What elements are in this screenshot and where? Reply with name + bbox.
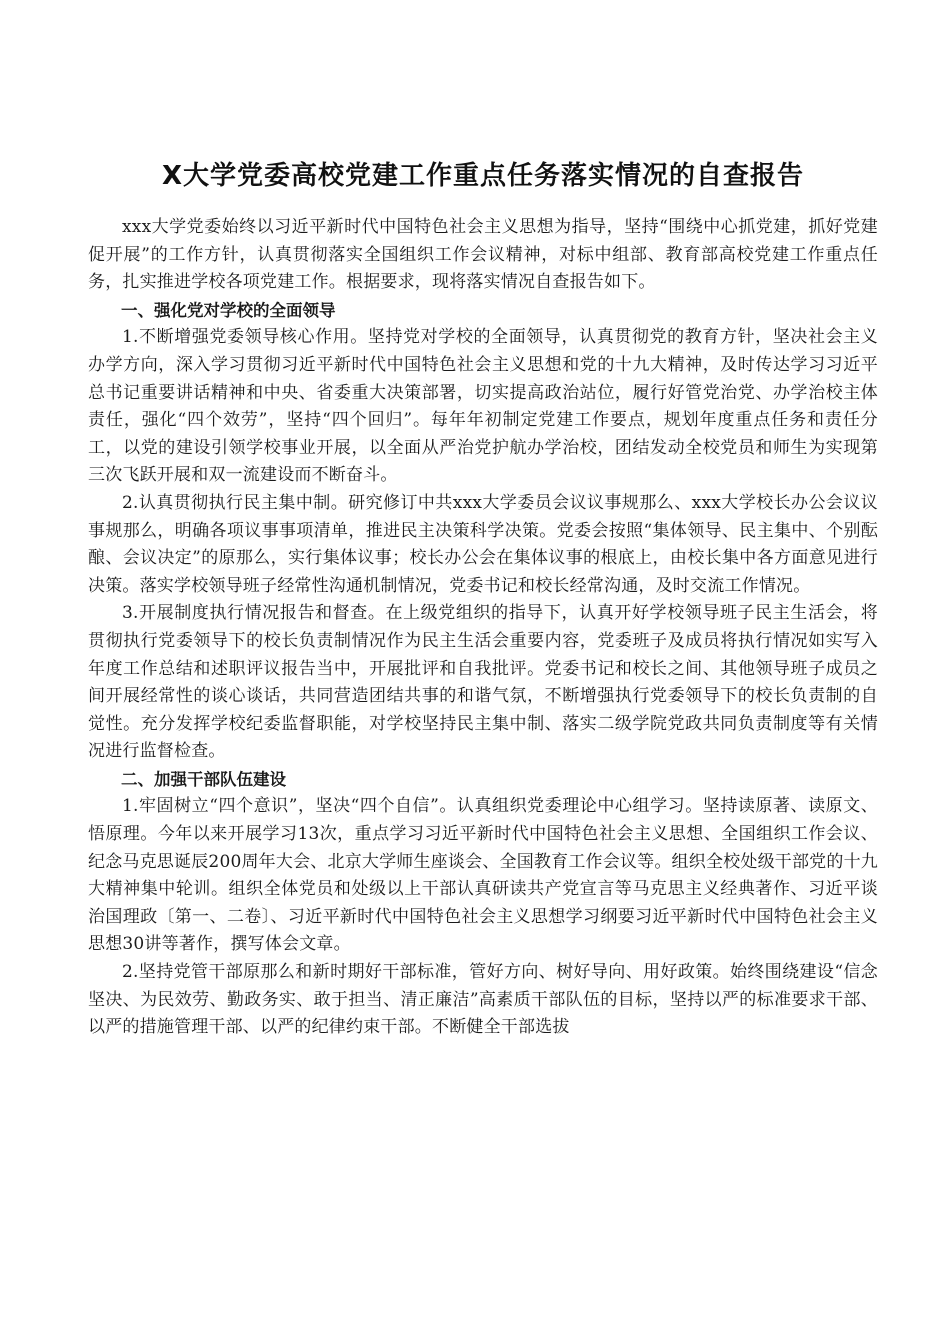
intro-paragraph: xxx大学党委始终以习近平新时代中国特色社会主义思想为指导，坚持“围绕中心抓党建，抓好党建促开展”的工作方针，认真贯彻落实全国组织工作会议精神，对标中组部、教育部高校党建工作重点任务，扎实推进学校各项党建工作。根据要求，现将落实情况自查报告如下。: [88, 217, 878, 293]
section-2-paragraph-2: 2.坚持党管干部原那么和新时期好干部标准，管好方向、树好导向、用好政策。始终围绕建设“信念坚决、为民效劳、勤政务实、敢于担当、清正廉洁”高素质干部队伍的目标，坚持以严的标准要求干部、以严的措施管理干部、以严的纪律约束干部。不断健全干部选拔: [88, 962, 878, 1038]
section-1-paragraph-3: 3.开展制度执行情况报告和督查。在上级党组织的指导下，认真开好学校领导班子民主生活会，将贯彻执行党委领导下的校长负责制情况作为民主生活会重要内容，党委班子及成员将执行情况如实写入年度工作总结和述职评议报告当中，开展批评和自我批评。党委书记和校长之间、其他领导班子成员之间开展经常性的谈心谈话，共同营造团结共事的和谐气氛，不断增强执行党委领导下的校长负责制的自觉性。充分发挥学校纪委监督职能，对学校坚持民主集中制、落实二级学院党政共同负责制度等有关情况进行监督检查。: [88, 603, 878, 762]
document-title: X大学党委高校党建工作重点任务落实情况的自查报告: [161, 161, 805, 191]
section-1-paragraph-1: 1.不断增强党委领导核心作用。坚持党对学校的全面领导，认真贯彻党的教育方针，坚决社会主义办学方向，深入学习贯彻习近平新时代中国特色社会主义思想和党的十九大精神，及时传达学习习近平总书记重要讲话精神和中央、省委重大决策部署，切实提高政治站位，履行好管党治党、办学治校主体责任，强化“四个效劳”，坚持“四个回归”。每年年初制定党建工作要点，规划年度重点任务和责任分工，以党的建设引领学校事业开展，以全面从严治党护航办学治校，团结发动全校党员和师生为实现第三次飞跃开展和双一流建设而不断奋斗。: [88, 327, 878, 486]
section-1-paragraph-2: 2.认真贯彻执行民主集中制。研究修订中共xxx大学委员会议议事规那么、xxx大学校长办公会议议事规那么，明确各项议事事项清单，推进民主决策科学决策。党委会按照“集体领导、民主集中、个别酝酿、会议决定”的原那么，实行集体议事；校长办公会在集体议事的根底上，由校长集中各方面意见进行决策。落实学校领导班子经常性沟通机制情况，党委书记和校长经常沟通，及时交流工作情况。: [88, 492, 878, 596]
section-heading-2: 二、加强干部队伍建设: [121, 769, 286, 789]
section-2-paragraph-1: 1.牢固树立“四个意识”，坚决“四个自信”。认真组织党委理论中心组学习。坚持读原著、读原文、悟原理。今年以来开展学习13次，重点学习习近平新时代中国特色社会主义思想、全国组织工作会议、纪念马克思诞辰200周年大会、北京大学师生座谈会、全国教育工作会议等。组织全校处级干部党的十九大精神集中轮训。组织全体党员和处级以上干部认真研读共产党宣言等马克思主义经典著作、习近平谈治国理政〔第一、二卷〕、习近平新时代中国特色社会主义思想学习纲要习近平新时代中国特色社会主义思想30讲等著作，撰写体会文章。: [88, 796, 878, 955]
section-heading-1: 一、强化党对学校的全面领导: [121, 300, 336, 320]
